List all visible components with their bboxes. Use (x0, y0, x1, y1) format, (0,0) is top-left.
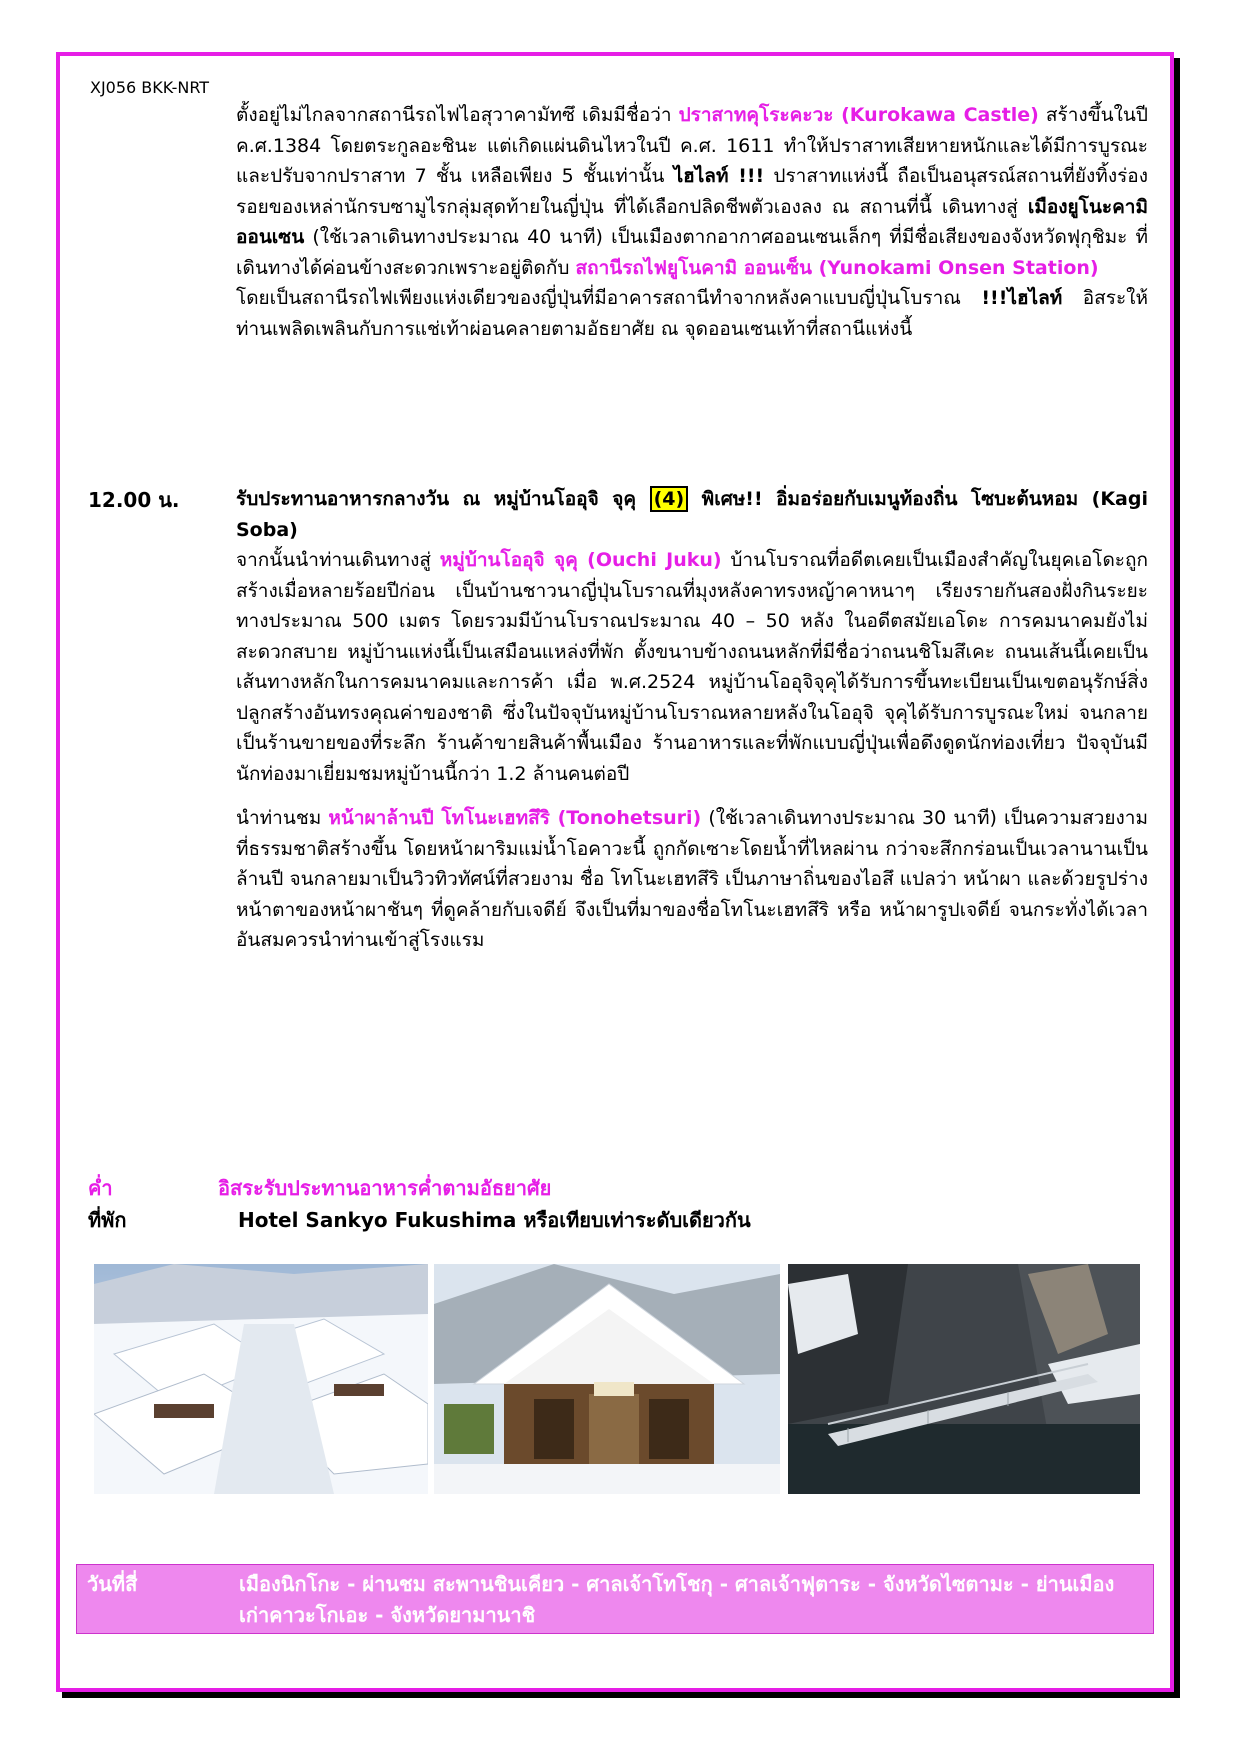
intro-paragraph (236, 100, 1148, 283)
intro-text: ปราสาทแห่งนี้ ถือเป็นอนุสรณ์สถานที่ยังทิ้งร่องรอยของเหล่านักรบซามูไรกลุ่มสุดท้ายในญี่ปุ่น ที่ได้เลือกปลิดชีพตัวเองลง ณ สถานที่นี้ เดินทางสู่ (236, 165, 1148, 218)
lunch-title-text: รับประทานอาหารกลางวัน ณ หมู่บ้านโออุจิ จุคุ (236, 488, 650, 510)
day4-label: วันที่สี่ (87, 1572, 138, 1596)
tonohetsuri-text: (ใช้เวลาเดินทางประมาณ 30 นาที) เป็นความสวยงามที่ธรรมชาติสร้างขึ้น โดยหน้าผาริมแม่น้ำโอคาวะนี้ ถูกกัดเซาะโดยน้ำที่ไหลผ่าน กว่าจะสึกกร่อนเป็นเวลานานเป็นล้านปี จนกลายมาเป็นวิวทิวทัศน์ที่สวยงาม ชื่อ โทโนะเฮทสึริ เป็นภาษาถิ่นของไอสึ แปลว่า หน้าผา และด้วยรูปร่างหน้าตาของหน้าผาชันๆ ที่ดูคล้ายกับเจดีย์ จึงเป็นที่มาของชื่อโทโนะเฮทสึริ หรือ หน้าผารูปเจดีย์ จนกระทั่งได้เวลาอันสมควรนำท่านเข้าสู่โรงแรม (236, 807, 1148, 951)
tonohetsuri-photo (788, 1264, 1140, 1494)
meal-number-badge: (4) (650, 486, 689, 512)
dinner-label: ค่ำ (88, 1176, 113, 1200)
intro-paragraph (236, 283, 1148, 344)
ouchi-text: จากนั้นนำท่านเดินทางสู่ (236, 549, 440, 571)
tonohetsuri-paragraph (236, 803, 1148, 956)
yunokami-station-name: สถานีรถไฟยูโนคามิ ออนเซ็น (Yunokami Onsen Station) (575, 256, 1099, 279)
ouchi-text: บ้านโบราณที่อดีตเคยเป็นเมืองสำคัญในยุคเอโดะถูกสร้างเมื่อหลายร้อยปีก่อน เป็นบ้านชาวนาญี่ปุ่นโบราณที่มุงหลังคาทรงหญ้าคาหนาๆ เรียงรายกันสองฝั่งกินระยะทางประมาณ 500 เมตร โดยรวมมีบ้านโบราณประมาณ 40 – 50 หลัง ในอดีตสมัยเอโดะ การคมนาคมยังไม่สะดวกสบาย หมู่บ้านแห่งนี้เป็นเสมือนแหล่งที่พัก ตั้งขนาบข้างถนนหลักที่มีชื่อว่าถนนชิโมสึเคะ ถนนเส้นนี้เคยเป็นเส้นทางหลักในการคมนาคมและการค้า เมื่อ พ.ศ.2524 หมู่บ้านโออุจิจุคุได้รับการขึ้นทะเบียนเป็นเขตอนุรักษ์สิ่งปลูกสร้างอันทรงคุณค่าของชาติ ซึ่งในปัจจุบันหมู่บ้านโบราณหลายหลังในโออุจิ จุคุได้รับการบูรณะใหม่ จนกลายเป็นร้านขายของที่ระลึก ร้านค้าขายสินค้าพื้นเมือง ร้านอาหารและที่พักแบบญี่ปุ่นเพื่อดึงดูดนักท่องเที่ยว ปัจจุบันมีนักท่องมาเยี่ยมชมหมู่บ้านนี้กว่า 1.2 ล้านคนต่อปี (236, 549, 1148, 785)
day4-banner (76, 1564, 1154, 1634)
intro-text: โดยเป็นสถานีรถไฟเพียงแห่งเดียวของญี่ปุ่นที่มีอาคารสถานีทำจากหลังคาแบบญี่ปุ่นโบราณ (236, 287, 982, 309)
intro-text: ตั้งอยู่ไม่ไกลจากสถานีรถไฟไอสุวาคามัทซึ เดิมมีชื่อว่า (236, 104, 679, 126)
hotel-suffix: หรือเทียบเท่าระดับเดียวกัน (516, 1208, 751, 1232)
lunch-section (236, 484, 1148, 956)
hotel-info (238, 1204, 751, 1236)
intro-text: (ใช้เวลาเดินทางประมาณ 40 นาที) เป็นเมืองตากอากาศออนเซนเล็กๆ ที่มีชื่อเสียงของจังหวัดฟุกุชิมะ ที่เดินทางได้ค่อนข้างสะดวกเพราะอยู่ติดกับ (236, 226, 1148, 279)
intro-text: อิสระให้ท่านเพลิดเพลินกับการแช่เท้าผ่อนคลายตามอัธยาศัย ณ จุดออนเซนเท้าที่สถานีแห่งนี้ (236, 287, 1148, 340)
day4-route: เมืองนิกโกะ - ผ่านชม สะพานชินเคียว - ศาลเจ้าโทโชกุ - ศาลเจ้าฟุตาระ - จังหวัดไซตามะ - ย่านเมืองเก่าคาวะโกเอะ - จังหวัดยามานาชิ (239, 1572, 1115, 1627)
lunch-time: 12.00 น. (88, 488, 180, 512)
lunch-title-text: พิเศษ!! อิ่มอร่อยกับเมนูท้องถิ่น โซบะต้นหอม (Kagi Soba) (236, 488, 1148, 541)
intro-text: สร้างขึ้นในปี ค.ศ.1384 โดยตระกูลอะชินะ แต่เกิดแผ่นดินไหวในปี ค.ศ. 1611 ทำให้ปราสาทเสียหายหนักและได้มีการบูรณะและปรับจากปราสาท 7 ชั้น เหลือเพียง 5 ชั้นเท่านั้น (236, 104, 1148, 187)
document-id: XJ056 BKK-NRT (90, 78, 210, 97)
intro-section (236, 100, 1148, 344)
kurokawa-castle-name: ปราสาทคุโระคะวะ (Kurokawa Castle) (678, 104, 1039, 126)
highlight-label: ไฮไลท์ !!! (673, 165, 765, 187)
ouchi-paragraph (236, 545, 1148, 789)
highlight-label: !!!ไฮไลท์ (981, 287, 1063, 309)
lunch-title (236, 484, 1148, 545)
dinner-text: อิสระรับประทานอาหารค่ำตามอัธยาศัย (218, 1176, 552, 1200)
tonohetsuri-name: หน้าผาล้านปี โทโนะเฮทสึริ (Tonohetsuri) (328, 807, 702, 829)
yunokami-town-name: เมืองยูโนะคามิ ออนเซน (236, 195, 1148, 248)
yunokami-station-photo (434, 1264, 780, 1494)
hotel-label: ที่พัก (88, 1208, 127, 1232)
hotel-name: Hotel Sankyo Fukushima (238, 1208, 517, 1232)
ouchi-juku-name: หมู่บ้านโออุจิ จุคุ (Ouchi Juku) (439, 549, 722, 571)
ouchi-juku-photo (94, 1264, 428, 1494)
tonohetsuri-text: นำท่านชม (236, 807, 329, 829)
